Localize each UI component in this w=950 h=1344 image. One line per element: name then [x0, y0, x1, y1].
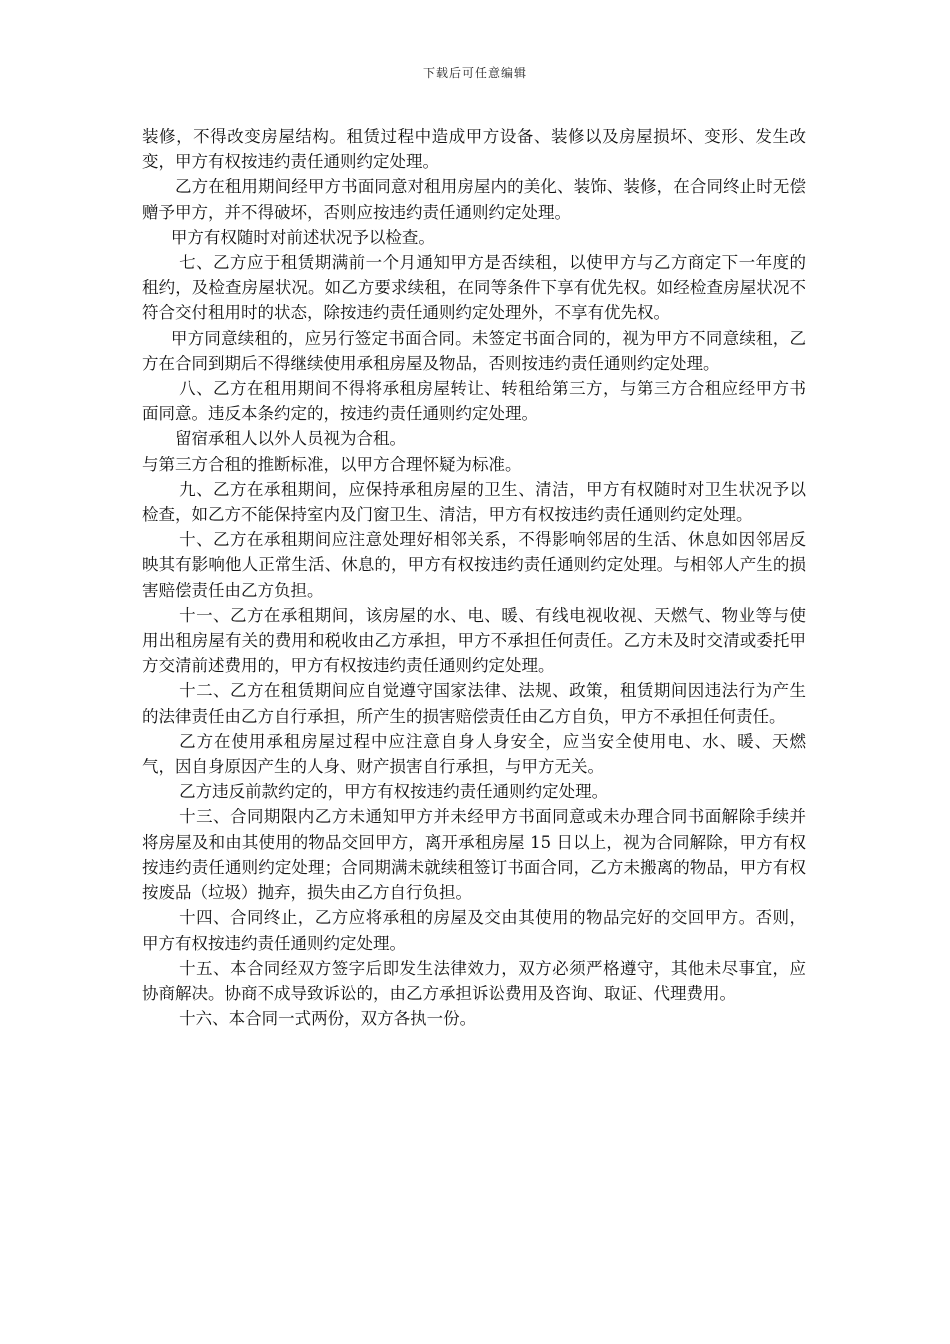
contract-body [142, 124, 806, 1031]
paragraph-decoration-clause: 乙方在租用期间经甲方书面同意对租用房屋内的美化、装饰、装修，在合同终止时无偿赠予甲方，并不得破坏，否则应按违约责任通则约定处理。 [142, 177, 806, 222]
paragraph-continuation: 装修，不得改变房屋结构。租赁过程中造成甲方设备、装修以及房屋损坏、变形、发生改变，甲方有权按违约责任通则约定处理。 [142, 127, 806, 172]
paragraph-inspection: 甲方有权随时对前述状况予以检查。 [170, 227, 435, 247]
paragraph-safety-breach: 乙方违反前款约定的，甲方有权按违约责任通则约定处理。 [179, 782, 609, 802]
paragraph-safety: 乙方在使用承租房屋过程中应注意自身人身安全，应当安全使用电、水、暖、天燃气，因自身原因产生的人身、财产损害自行承担，与甲方无关。 [142, 731, 806, 777]
paragraph-clause-9: 九、乙方在承租期间，应保持承租房屋的卫生、清洁，甲方有权随时对卫生状况予以检查，如乙方不能保持室内及门窗卫生、清洁，甲方有权按违约责任通则约定处理。 [142, 479, 806, 525]
paragraph-clause-16: 十六、本合同一式两份，双方各执一份。 [179, 1009, 477, 1029]
paragraph-clause-14: 十四、合同终止，乙方应将承租的房屋及交由其使用的物品完好的交回甲方。否则，甲方有权按违约责任通则约定处理。 [142, 908, 806, 953]
paragraph-clause-15: 十五、本合同经双方签字后即发生法律效力，双方必须严格遵守，其他未尽事宜，应协商解决。协商不成导致诉讼的，由乙方承担诉讼费用及咨询、取证、代理费用。 [142, 958, 806, 1003]
paragraph-clause-10: 十、乙方在承租期间应注意处理好相邻关系，不得影响邻居的生活、休息如因邻居反映其有影响他人正常生活、休息的，甲方有权按违约责任通则约定处理。与相邻人产生的损害赔偿责任由乙方负担。 [142, 530, 806, 600]
paragraph-cotenancy-standard: 与第三方合租的推断标准，以甲方合理怀疑为标准。 [142, 454, 522, 474]
paragraph-overnight-guests: 留宿承租人以外人员视为合租。 [175, 429, 406, 449]
paragraph-clause-11: 十一、乙方在承租期间，该房屋的水、电、暖、有线电视收视、天燃气、物业等与使用出租房屋有关的费用和税收由乙方承担，甲方不承担任何责任。乙方未及时交清或委托甲方交清前述费用的，甲方有权按违约责任通则约定处理。 [142, 605, 806, 676]
paragraph-renewal: 甲方同意续租的，应另行签定书面合同。未签定书面合同的，视为甲方不同意续租，乙方在合同到期后不得继续使用承租房屋及物品，否则按违约责任通则约定处理。 [142, 328, 806, 373]
page-header: 下载后可任意编辑 [422, 66, 527, 80]
paragraph-clause-7: 七、乙方应于租赁期满前一个月通知甲方是否续租，以使甲方与乙方商定下一年度的租约，及检查房屋状况。如乙方要求续租，在同等条件下享有优先权。如经检查房屋状况不符合交付租用时的状态，除按违约责任通则约定处理外，不享有优先权。 [142, 253, 806, 323]
paragraph-clause-8: 八、乙方在租用期间不得将承租房屋转让、转租给第三方，与第三方合租应经甲方书面同意。违反本条约定的，按违约责任通则约定处理。 [142, 379, 806, 424]
paragraph-clause-13: 十三、合同期限内乙方未通知甲方并未经甲方书面同意或未办理合同书面解除手续并将房屋及和由其使用的物品交回甲方，离开承租房屋 15 日以上，视为合同解除，甲方有权按违约责任通则约定处理；合同期满未就续租签订书面合同，乙方未搬离的物品，甲方有权按废品（垃圾）抛弃，损失由乙方自行负担。 [142, 807, 806, 903]
paragraph-clause-12: 十二、乙方在租赁期间应自觉遵守国家法律、法规、政策，租赁期间因违法行为产生的法律责任由乙方自行承担，所产生的损害赔偿责任由乙方自负，甲方不承担任何责任。 [142, 681, 806, 726]
